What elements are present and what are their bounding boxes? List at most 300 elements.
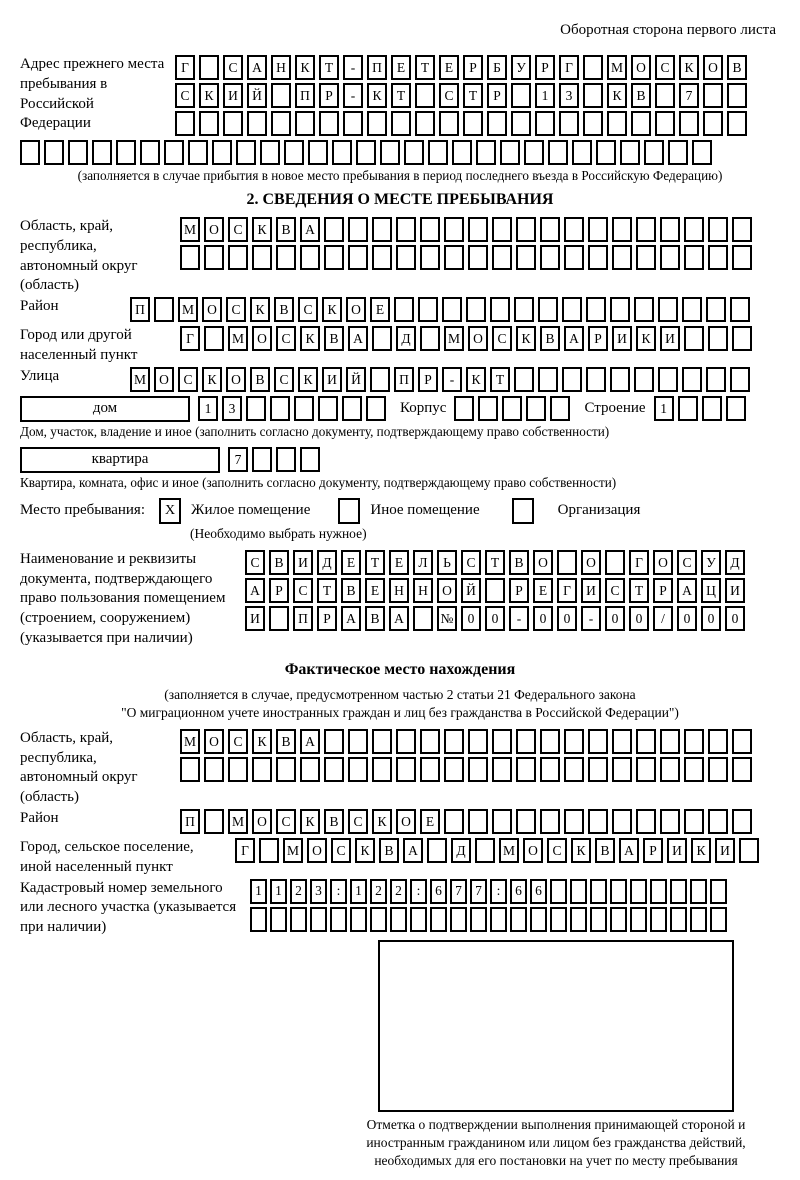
form-cell	[342, 396, 362, 421]
form-cell	[590, 907, 607, 932]
form-cell	[442, 297, 462, 322]
form-cell	[44, 140, 64, 165]
form-cell	[180, 757, 200, 782]
form-cell: О	[252, 809, 272, 834]
form-cell	[631, 111, 651, 136]
form-cell	[636, 809, 656, 834]
cell-row	[180, 809, 780, 834]
form-cell	[706, 367, 726, 392]
field-ownership-document	[20, 550, 780, 649]
form-cell	[490, 907, 507, 932]
form-cell	[540, 809, 560, 834]
form-cell: Н	[271, 55, 291, 80]
cell-row	[180, 326, 780, 351]
form-cell	[415, 111, 435, 136]
form-cell	[644, 140, 664, 165]
form-cell	[684, 729, 704, 754]
form-cell	[271, 111, 291, 136]
form-cell	[396, 757, 416, 782]
form-cell: Р	[643, 838, 663, 863]
field-cadastre	[20, 879, 780, 938]
form-cell	[68, 140, 88, 165]
form-cell	[390, 907, 407, 932]
form-cell: А	[300, 217, 320, 242]
form-cell	[526, 396, 546, 421]
form-cell	[420, 217, 440, 242]
form-cell	[391, 111, 411, 136]
form-cell	[468, 729, 488, 754]
form-cell	[564, 217, 584, 242]
form-cell: В	[365, 606, 385, 631]
form-cell	[706, 297, 726, 322]
form-cell: Е	[420, 809, 440, 834]
form-cell: М	[180, 217, 200, 242]
form-cell	[396, 245, 416, 270]
form-cell: Г	[175, 55, 195, 80]
form-cell: К	[300, 809, 320, 834]
form-cell: Г	[180, 326, 200, 351]
form-cell: С	[178, 367, 198, 392]
form-cell: И	[715, 838, 735, 863]
form-cell	[684, 217, 704, 242]
form-cell: И	[660, 326, 680, 351]
form-cell	[468, 757, 488, 782]
field-region	[20, 217, 780, 296]
form-cell	[559, 111, 579, 136]
form-cell	[710, 907, 727, 932]
korpus-cells	[454, 396, 574, 421]
form-cell	[366, 396, 386, 421]
form-cell	[444, 729, 464, 754]
form-cell	[548, 140, 568, 165]
form-cell: А	[403, 838, 423, 863]
form-cell	[557, 550, 577, 575]
form-cell	[478, 396, 498, 421]
form-cell	[588, 245, 608, 270]
form-cell	[708, 326, 728, 351]
ownership-document-rows	[245, 550, 780, 634]
form-cell: 0	[485, 606, 505, 631]
house-number-cells	[198, 396, 390, 421]
form-cell	[702, 396, 722, 421]
cadastre-label: Кадастровый номер земельного или лесного участка (указывается при наличии)	[20, 879, 237, 936]
form-cell	[514, 367, 534, 392]
form-cell: Д	[317, 550, 337, 575]
form-cell	[583, 111, 603, 136]
form-cell	[564, 757, 584, 782]
form-cell: Н	[413, 578, 433, 603]
form-cell	[394, 297, 414, 322]
registration-mark-area	[332, 940, 780, 1171]
form-cell	[588, 809, 608, 834]
page-side-note: Оборотная сторона первого листа	[560, 22, 776, 38]
form-cell: М	[228, 809, 248, 834]
form-cell	[511, 83, 531, 108]
form-cell	[655, 83, 675, 108]
form-cell	[348, 217, 368, 242]
form-cell	[658, 297, 678, 322]
form-cell	[612, 809, 632, 834]
registration-mark-box	[378, 940, 734, 1112]
city-label: Город или другой населенный пункт	[20, 327, 138, 363]
form-cell	[276, 757, 296, 782]
form-cell	[356, 140, 376, 165]
form-cell	[540, 757, 560, 782]
cell-row	[250, 879, 780, 904]
form-cell	[636, 757, 656, 782]
form-cell: 2	[290, 879, 307, 904]
form-cell	[690, 907, 707, 932]
form-cell: А	[619, 838, 639, 863]
form-cell: 0	[677, 606, 697, 631]
form-cell: О	[204, 729, 224, 754]
form-cell	[511, 111, 531, 136]
form-cell: И	[612, 326, 632, 351]
form-cell	[610, 297, 630, 322]
form-cell	[660, 809, 680, 834]
form-cell	[367, 111, 387, 136]
form-cell: В	[509, 550, 529, 575]
form-cell	[660, 729, 680, 754]
form-cell	[204, 245, 224, 270]
form-cell: О	[202, 297, 222, 322]
form-cell: В	[276, 729, 296, 754]
house-row	[20, 396, 780, 422]
form-cell: -	[509, 606, 529, 631]
cell-row	[180, 217, 780, 242]
form-cell	[538, 297, 558, 322]
form-cell: С	[226, 297, 246, 322]
field-actual-city	[20, 838, 780, 878]
form-cell: М	[178, 297, 198, 322]
form-cell: О	[154, 367, 174, 392]
form-cell	[250, 907, 267, 932]
form-cell	[466, 297, 486, 322]
form-cell: О	[703, 55, 723, 80]
house-type-box: дом	[20, 396, 190, 422]
form-cell: Ь	[437, 550, 457, 575]
form-cell: К	[691, 838, 711, 863]
form-cell	[370, 907, 387, 932]
form-cell: Т	[365, 550, 385, 575]
form-cell: С	[605, 578, 625, 603]
form-cell	[610, 367, 630, 392]
form-cell	[413, 606, 433, 631]
form-cell: О	[523, 838, 543, 863]
form-cell	[228, 757, 248, 782]
form-cell	[468, 217, 488, 242]
form-cell: 0	[629, 606, 649, 631]
form-cell: И	[322, 367, 342, 392]
form-cell: 0	[461, 606, 481, 631]
form-cell: В	[250, 367, 270, 392]
form-cell	[684, 245, 704, 270]
form-cell: 7	[450, 879, 467, 904]
form-cell: М	[607, 55, 627, 80]
cell-row	[175, 111, 780, 136]
form-cell	[684, 809, 704, 834]
region-rows	[180, 217, 780, 273]
form-cell	[404, 140, 424, 165]
form-cell	[660, 245, 680, 270]
form-cell: -	[442, 367, 462, 392]
form-cell: Т	[415, 55, 435, 80]
form-cell: Г	[629, 550, 649, 575]
form-cell: :	[490, 879, 507, 904]
form-cell	[535, 111, 555, 136]
form-cell: С	[492, 326, 512, 351]
form-cell	[372, 729, 392, 754]
field-actual-region	[20, 729, 780, 808]
form-cell: С	[245, 550, 265, 575]
form-cell: 0	[725, 606, 745, 631]
form-cell	[670, 879, 687, 904]
form-cell: М	[180, 729, 200, 754]
form-cell: К	[372, 809, 392, 834]
form-cell	[300, 447, 320, 472]
form-cell: М	[283, 838, 303, 863]
apartment-caption: Квартира, комната, офис и иное (заполнить согласно документу, подтверждающему право собственности)	[20, 474, 617, 490]
form-cell: К	[679, 55, 699, 80]
actual-district-rows	[180, 809, 780, 837]
cell-row	[175, 83, 780, 108]
form-cell	[372, 326, 392, 351]
form-cell	[450, 907, 467, 932]
form-cell: 7	[679, 83, 699, 108]
form-cell	[583, 83, 603, 108]
form-cell	[468, 245, 488, 270]
form-cell	[538, 367, 558, 392]
form-cell: С	[228, 217, 248, 242]
form-cell: С	[298, 297, 318, 322]
form-cell	[492, 729, 512, 754]
previous-address-overflow-row	[20, 140, 780, 165]
form-cell	[420, 326, 440, 351]
form-cell	[634, 297, 654, 322]
form-cell	[372, 217, 392, 242]
form-cell	[252, 245, 272, 270]
form-cell: Ц	[701, 578, 721, 603]
form-cell	[410, 907, 427, 932]
form-cell: Т	[463, 83, 483, 108]
form-cell	[588, 729, 608, 754]
form-cell	[708, 245, 728, 270]
form-cell: О	[307, 838, 327, 863]
form-cell: В	[727, 55, 747, 80]
form-cell: С	[293, 578, 313, 603]
cell-row	[245, 606, 780, 631]
form-cell: 1	[250, 879, 267, 904]
form-cell: Т	[391, 83, 411, 108]
form-cell	[452, 140, 472, 165]
form-cell	[415, 83, 435, 108]
form-cell	[726, 396, 746, 421]
form-cell: С	[276, 326, 296, 351]
form-cell	[246, 396, 266, 421]
form-cell: 7	[470, 879, 487, 904]
form-cell	[180, 245, 200, 270]
form-cell	[612, 217, 632, 242]
form-cell	[510, 907, 527, 932]
form-cell: А	[389, 606, 409, 631]
form-cell: П	[130, 297, 150, 322]
form-cell	[420, 729, 440, 754]
form-cell: И	[245, 606, 265, 631]
form-cell: С	[439, 83, 459, 108]
form-cell	[308, 140, 328, 165]
form-cell	[372, 245, 392, 270]
form-cell: К	[300, 326, 320, 351]
form-cell: 1	[535, 83, 555, 108]
stay-type-row	[20, 498, 780, 524]
form-cell	[396, 217, 416, 242]
form-cell	[252, 447, 272, 472]
form-cell: 1	[270, 879, 287, 904]
form-cell: С	[677, 550, 697, 575]
form-cell: К	[252, 729, 272, 754]
field-street	[20, 367, 780, 395]
cell-row	[245, 550, 780, 575]
form-cell	[20, 140, 40, 165]
form-cell	[318, 396, 338, 421]
form-cell	[188, 140, 208, 165]
form-cell	[300, 245, 320, 270]
actual-location-note-line1: (заполняется в случае, предусмотренном частью 2 статьи 21 Федерального закона	[164, 686, 636, 702]
form-cell	[470, 907, 487, 932]
form-cell	[204, 326, 224, 351]
form-cell	[727, 83, 747, 108]
form-cell	[612, 729, 632, 754]
form-cell: П	[367, 55, 387, 80]
form-cell	[348, 757, 368, 782]
form-cell: Е	[341, 550, 361, 575]
field-city	[20, 326, 780, 366]
form-cell	[570, 907, 587, 932]
cell-row	[180, 729, 780, 754]
form-cell: С	[274, 367, 294, 392]
form-cell: К	[367, 83, 387, 108]
street-label: Улица	[20, 367, 60, 384]
form-cell: М	[228, 326, 248, 351]
form-cell: -	[343, 55, 363, 80]
form-cell	[516, 809, 536, 834]
form-cell	[270, 396, 290, 421]
form-cell	[703, 111, 723, 136]
form-cell: К	[295, 55, 315, 80]
form-cell: О	[226, 367, 246, 392]
form-cell	[650, 907, 667, 932]
stay-option-other-label: Иное помещение	[370, 502, 480, 519]
form-cell	[620, 140, 640, 165]
form-cell: 7	[228, 447, 248, 472]
form-cell: 0	[701, 606, 721, 631]
form-cell	[732, 809, 752, 834]
form-cell	[730, 297, 750, 322]
actual-city-label: Город, сельское поселение, иной населенный пункт	[20, 838, 194, 875]
stroenie-cells	[654, 396, 750, 421]
form-cell	[492, 809, 512, 834]
form-cell	[732, 217, 752, 242]
form-cell	[348, 729, 368, 754]
form-cell	[324, 757, 344, 782]
form-cell: А	[341, 606, 361, 631]
form-cell	[732, 757, 752, 782]
form-cell	[199, 55, 219, 80]
form-cell: М	[499, 838, 519, 863]
form-cell: Р	[487, 83, 507, 108]
form-cell: 0	[605, 606, 625, 631]
form-cell	[550, 396, 570, 421]
form-cell: И	[581, 578, 601, 603]
form-cell: Т	[485, 550, 505, 575]
form-cell: К	[355, 838, 375, 863]
actual-location-note-line2: "О миграционном учете иностранных граждан и лиц без гражданства в Российской Федерации")	[121, 704, 679, 720]
form-cell: Н	[389, 578, 409, 603]
form-cell: К	[607, 83, 627, 108]
previous-address-label: Адрес прежнего места пребывания в Российской Федерации	[20, 56, 165, 132]
form-cell: Й	[461, 578, 481, 603]
form-cell	[732, 326, 752, 351]
form-cell	[319, 111, 339, 136]
form-cell	[492, 217, 512, 242]
form-cell	[562, 367, 582, 392]
form-cell: С	[348, 809, 368, 834]
form-cell: А	[677, 578, 697, 603]
form-cell	[487, 111, 507, 136]
form-cell	[550, 907, 567, 932]
form-cell	[228, 245, 248, 270]
form-cell: И	[293, 550, 313, 575]
stay-type-note: (Необходимо выбрать нужное)	[190, 525, 367, 541]
previous-address-rows	[175, 55, 780, 139]
form-cell: Р	[317, 606, 337, 631]
form-cell: О	[631, 55, 651, 80]
form-cell	[276, 245, 296, 270]
form-cell	[634, 367, 654, 392]
form-cell	[236, 140, 256, 165]
cell-row	[130, 297, 780, 322]
form-cell: К	[322, 297, 342, 322]
form-cell	[199, 111, 219, 136]
form-cell	[630, 907, 647, 932]
form-cell	[164, 140, 184, 165]
form-cell: О	[468, 326, 488, 351]
form-cell: Р	[319, 83, 339, 108]
form-cell	[588, 217, 608, 242]
form-cell	[703, 83, 723, 108]
form-cell	[294, 396, 314, 421]
form-cell	[630, 879, 647, 904]
form-cell: В	[276, 217, 296, 242]
actual-region-rows	[180, 729, 780, 785]
form-cell: Й	[247, 83, 267, 108]
form-cell: К	[516, 326, 536, 351]
form-cell: К	[199, 83, 219, 108]
form-cell	[175, 111, 195, 136]
form-cell	[259, 838, 279, 863]
form-cell	[570, 879, 587, 904]
form-cell	[492, 757, 512, 782]
form-cell: /	[653, 606, 673, 631]
form-cell: Е	[370, 297, 390, 322]
form-cell	[586, 297, 606, 322]
cell-row	[180, 757, 780, 782]
form-cell	[324, 729, 344, 754]
form-cell: П	[394, 367, 414, 392]
form-cell: В	[540, 326, 560, 351]
form-cell	[516, 757, 536, 782]
form-cell: 3	[310, 879, 327, 904]
